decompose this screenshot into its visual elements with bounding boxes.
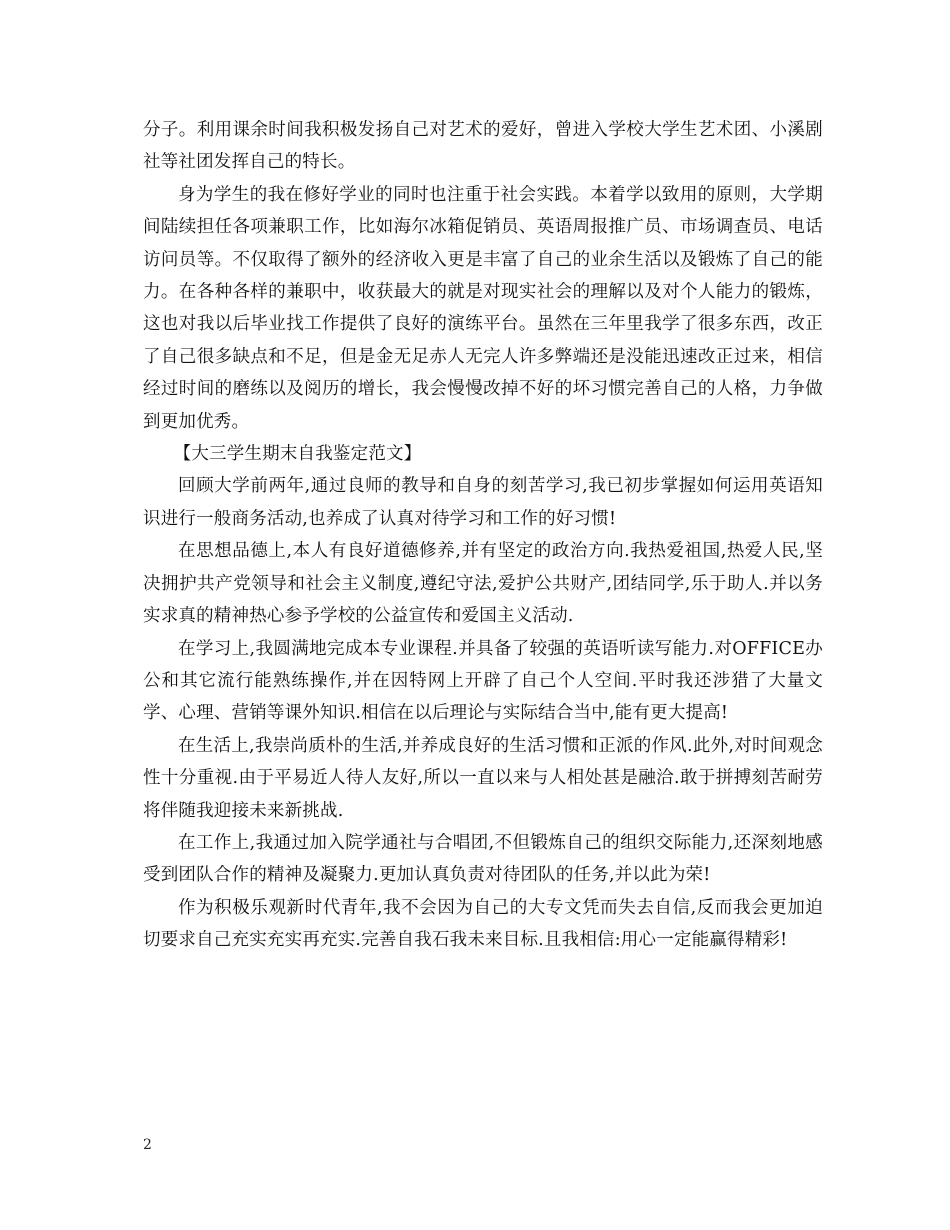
paragraph-life: 在生活上,我崇尚质朴的生活,并养成良好的生活习惯和正派的作风.此外,对时间观念性十分重视.由于平易近人待人友好,所以一直以来与人相处甚是融洽.敢于拼搏刻苦耐劳将伴随我迎接未来新挑战. [143,735,823,821]
paragraph-social-practice: 身为学生的我在修好学业的同时也注重于社会实践。本着学以致用的原则，大学期间陆续担任各项兼职工作，比如海尔冰箱促销员、英语周报推广员、市场调查员、电话访问员等。不仅取得了额外的经济收入更是丰富了自己的业余生活以及锻炼了自己的能力。在各种各样的兼职中，收获最大的就是对现实社会的理解以及对个人能力的锻炼，这也对我以后毕业找工作提供了良好的演练平台。虽然在三年里我学了很多东西，改正了自己很多缺点和不足，但是金无足赤人无完人许多弊端还是没能迅速改正过来，相信经过时间的磨练以及阅历的增长，我会慢慢改掉不好的坏习惯完善自己的人格，力争做到更加优秀。 [143,184,823,432]
page-number: 2 [143,1137,152,1153]
paragraph-continuation: 分子。利用课余时间我积极发扬自己对艺术的爱好，曾进入学校大学生艺术团、小溪剧社等社团发挥自己的特长。 [143,120,823,173]
paragraph-study: 在学习上,我圆满地完成本专业课程.并具备了较强的英语听读写能力.对OFFICE办公和其它流行能熟练操作,并在因特网上开辟了自己个人空间.平时我还涉猎了大量文学、心理、营销等课外知识.相信在以后理论与实际结合当中,能有更大提高! [143,638,823,724]
paragraph-review: 回顾大学前两年,通过良师的教导和自身的刻苦学习,我已初步掌握如何运用英语知识进行一般商务活动,也养成了认真对待学习和工作的好习惯! [143,476,823,529]
paragraph-work: 在工作上,我通过加入院学通社与合唱团,不但锻炼自己的组织交际能力,还深刻地感受到团队合作的精神及凝聚力.更加认真负责对待团队的任务,并以此为荣! [143,832,823,886]
section-heading: 【大三学生期末自我鉴定范文】 [173,444,422,465]
document-body [143,114,823,957]
paragraph-ideology: 在思想品德上,本人有良好道德修养,并有坚定的政治方向.我热爱祖国,热爱人民,坚决拥护共产党领导和社会主义制度,遵纪守法,爱护公共财产,团结同学,乐于助人.并以务实求真的精神热心参予学校的公益宣传和爱国主义活动. [143,541,823,627]
paragraph-conclusion: 作为积极乐观新时代青年,我不会因为自己的大专文凭而失去自信,反而我会更加迫切要求自己充实充实再充实.完善自我石我未来目标.且我相信:用心一定能赢得精彩! [143,897,823,951]
